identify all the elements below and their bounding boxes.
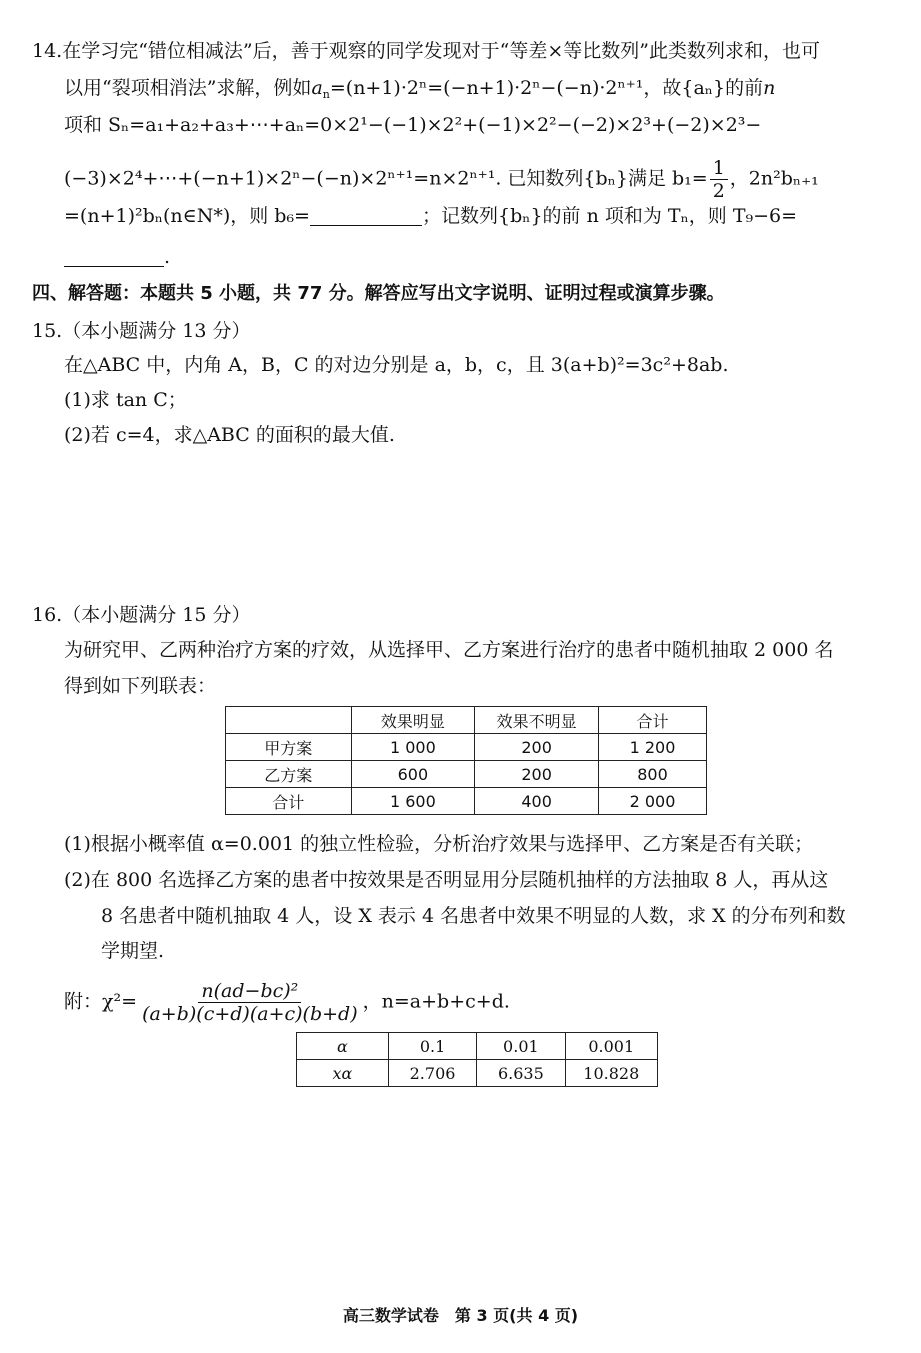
table-cell: 甲方案	[226, 734, 352, 761]
q15-part-1: (1)求 tan C；	[64, 389, 187, 411]
table-cell: 2.706	[388, 1060, 476, 1087]
q14-end-period: .	[164, 246, 171, 268]
appendix-prefix: 附：χ²=	[64, 990, 138, 1013]
table-cell: 200	[475, 734, 599, 761]
table-cell: 6.635	[477, 1060, 565, 1087]
critical-value-table	[296, 1032, 658, 1087]
q14-line-4	[64, 157, 819, 202]
chi-square-fraction: $\frac{\text{n(ad−bc)²}}{(a+b)(c+d)(a+c)(b+d)}$	[142, 980, 358, 1025]
table-cell: 1 200	[599, 734, 707, 761]
table-header-row	[226, 707, 707, 734]
table-header-cell	[226, 707, 352, 734]
table-cell: 2 000	[599, 788, 707, 815]
q16-part-2-line-2: 8 名患者中随机抽取 4 人，设 X 表示 4 名患者中效果不明显的人数，求 X 的分布列和数	[101, 905, 846, 927]
q14-text-2-n: n	[763, 77, 776, 99]
q14-text-4a: (−3)×2⁴+⋯+(−n+1)×2ⁿ−(−n)×2ⁿ⁺¹=n×2ⁿ⁺¹. 已知数列{bₙ}满足 b₁=	[64, 167, 708, 190]
q14-text-4b: ，2n²bₙ₊₁	[729, 167, 819, 190]
table-cell: 400	[475, 788, 599, 815]
table-cell: α	[297, 1033, 389, 1060]
q16-stem-1: 为研究甲、乙两种治疗方案的疗效，从选择甲、乙方案进行治疗的患者中随机抽取 2 000 名	[64, 639, 834, 661]
q14-text-1: 在学习完“错位相减法”后，善于观察的同学发现对于“等差×等比数列”此类数列求和，也可	[62, 40, 820, 62]
q16-stem-2: 得到如下列联表：	[64, 675, 217, 697]
table-row	[226, 761, 707, 788]
table-row	[226, 734, 707, 761]
appendix-suffix: ，n=a+b+c+d.	[362, 990, 510, 1013]
answer-blank-b6[interactable]	[310, 207, 422, 226]
q14-line-5	[64, 203, 797, 229]
q14-line-2: 以用“裂项相消法”求解，例如$a_n=(n+1)\cdot 2^n=(-n+1)\cdot 2^n-(-n)\cdot 2^{n+1}$，故{aₙ}的前n	[64, 77, 776, 101]
q14-line-6	[64, 244, 170, 270]
table-cell: 600	[351, 761, 475, 788]
table-row	[297, 1033, 658, 1060]
q14-text-2-formula: =(n+1)·2ⁿ=(−n+1)·2ⁿ−(−n)·2ⁿ⁺¹，故{aₙ}的前	[329, 77, 764, 99]
table-cell: 0.001	[565, 1033, 657, 1060]
table-row	[297, 1060, 658, 1087]
table-cell: 1 000	[351, 734, 475, 761]
q15-header: 15.（本小题满分 13 分）	[32, 320, 251, 342]
q16-part-2-line-3: 学期望.	[101, 940, 165, 962]
q16-part-1: (1)根据小概率值 α=0.001 的独立性检验，分析治疗效果与选择甲、乙方案是否有关联；	[64, 833, 814, 855]
q15-part-2: (2)若 c=4，求△ABC 的面积的最大值.	[64, 424, 395, 446]
table-cell: xα	[297, 1060, 389, 1087]
q16-header: 16.（本小题满分 15 分）	[32, 604, 251, 626]
table-cell: 合计	[226, 788, 352, 815]
table-header-cell: 效果明显	[351, 707, 475, 734]
table-cell: 0.1	[388, 1033, 476, 1060]
section-4-header: 四、解答题：本题共 5 小题，共 77 分。解答应写出文字说明、证明过程或演算步骤。	[32, 283, 725, 304]
table-cell: 10.828	[565, 1060, 657, 1087]
q14-text-5a: =(n+1)²bₙ(n∈N*)，则 b₆=	[64, 205, 310, 227]
page-footer: 高三数学试卷 第 3 页(共 4 页)	[342, 1306, 579, 1325]
table-header-cell: 合计	[599, 707, 707, 734]
table-cell: 乙方案	[226, 761, 352, 788]
table-cell: 1 600	[351, 788, 475, 815]
q14-fraction: $\frac{1}{2}$	[710, 157, 728, 202]
q14-text-5b: ；记数列{bₙ}的前 n 项和为 Tₙ，则 T₉−6=	[421, 205, 798, 227]
q15-stem: 在△ABC 中，内角 A，B，C 的对边分别是 a，b，c，且 3(a+b)²=3c²+8ab.	[64, 354, 729, 376]
q14-text-3: 项和 Sₙ=a₁+a₂+a₃+⋯+aₙ=0×2¹−(−1)×2²+(−1)×2²−(−2)×2³+(−2)×2³−	[64, 114, 762, 136]
appendix-formula	[64, 980, 510, 1025]
table-cell: 0.01	[477, 1033, 565, 1060]
table-cell: 800	[599, 761, 707, 788]
contingency-table	[225, 706, 707, 815]
q14-text-2a: 以用“裂项相消法”求解，例如	[64, 77, 312, 99]
table-row	[226, 788, 707, 815]
q14-number: 14.	[32, 40, 63, 62]
q14-line-3	[64, 112, 761, 138]
table-cell: 200	[475, 761, 599, 788]
q14-line-1	[32, 38, 820, 64]
table-header-cell: 效果不明显	[475, 707, 599, 734]
q16-part-2-line-1: (2)在 800 名选择乙方案的患者中按效果是否明显用分层随机抽样的方法抽取 8 人，再从这	[64, 869, 829, 891]
answer-blank-t9[interactable]	[64, 248, 164, 267]
